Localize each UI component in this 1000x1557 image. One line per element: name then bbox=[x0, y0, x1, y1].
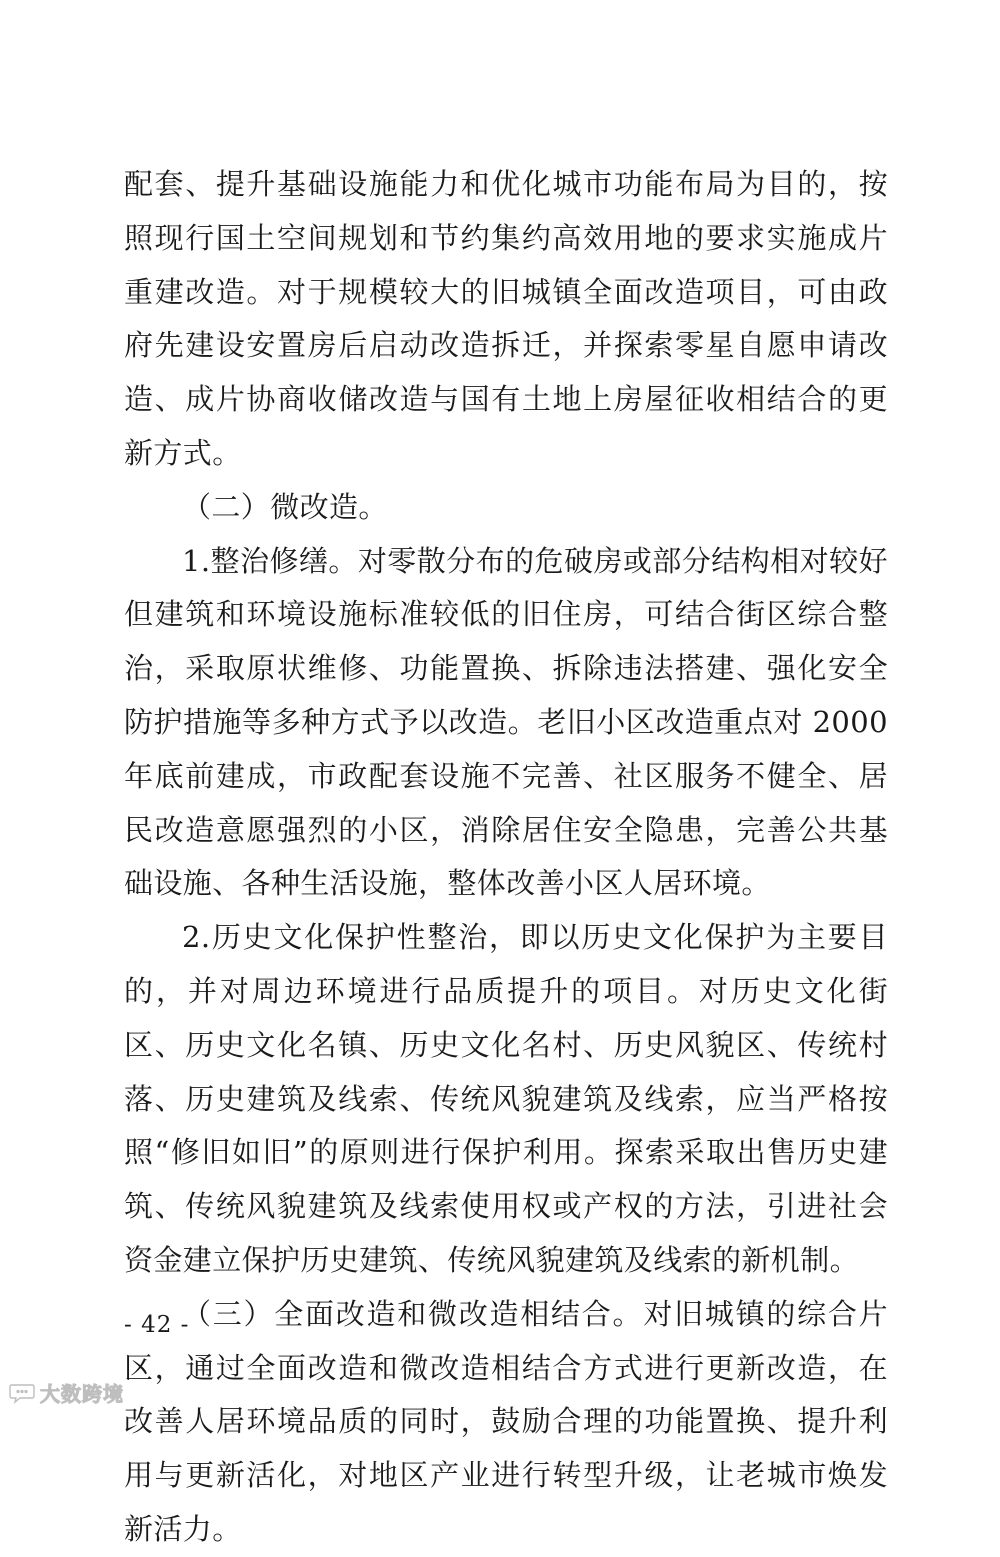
paragraph-continuation: 配套、提升基础设施能力和优化城市功能布局为目的，按照现行国土空间规划和节约集约高效用地的要求实施成片重建改造。对于规模较大的旧城镇全面改造项目，可由政府先建设安置房后启动改造拆迁，并探索零星自愿申请改造、成片协商收储改造与国有土地上房屋征收相结合的更新方式。 bbox=[124, 167, 888, 470]
speech-bubble-icon bbox=[8, 1382, 36, 1404]
section-heading-micro-renovation: （二）微改造。 bbox=[182, 489, 388, 524]
document-body bbox=[124, 158, 888, 1557]
paragraph-heritage-protection: 2.历史文化保护性整治，即以历史文化保护为主要目的，并对周边环境进行品质提升的项目。对历史文化街区、历史文化名镇、历史文化名村、历史风貌区、传统村落、历史建筑及线索、传统风貌建筑及线索，应当严格按照“修旧如旧”的原则进行保护利用。探索采取出售历史建筑、传统风貌建筑及线索使用权或产权的方法，引进社会资金建立保护历史建筑、传统风貌建筑及线索的新机制。 bbox=[124, 920, 888, 1277]
paragraph-renovation-repair: 1.整治修缮。对零散分布的危破房或部分结构相对较好但建筑和环境设施标准较低的旧住房，可结合街区综合整治，采取原状维修、功能置换、拆除违法搭建、强化安全防护措施等多种方式予以改造。老旧小区改造重点对 2000 年底前建成，市政配套设施不完善、社区服务不健全、居民改造意愿强烈的小区，消除居住安全隐患，完善公共基础设施、各种生活设施，整体改善小区人居环境。 bbox=[124, 543, 888, 901]
watermark bbox=[8, 1378, 124, 1407]
watermark-text: 大数跨境 bbox=[40, 1382, 124, 1406]
page-number: - 42 - bbox=[124, 1312, 190, 1338]
paragraph-combined-renovation: （三）全面改造和微改造相结合。对旧城镇的综合片区，通过全面改造和微改造相结合方式进行更新改造，在改善人居环境品质的同时，鼓励合理的功能置换、提升利用与更新活化，对地区产业进行转型升级，让老城市焕发新活力。 bbox=[124, 1296, 888, 1546]
